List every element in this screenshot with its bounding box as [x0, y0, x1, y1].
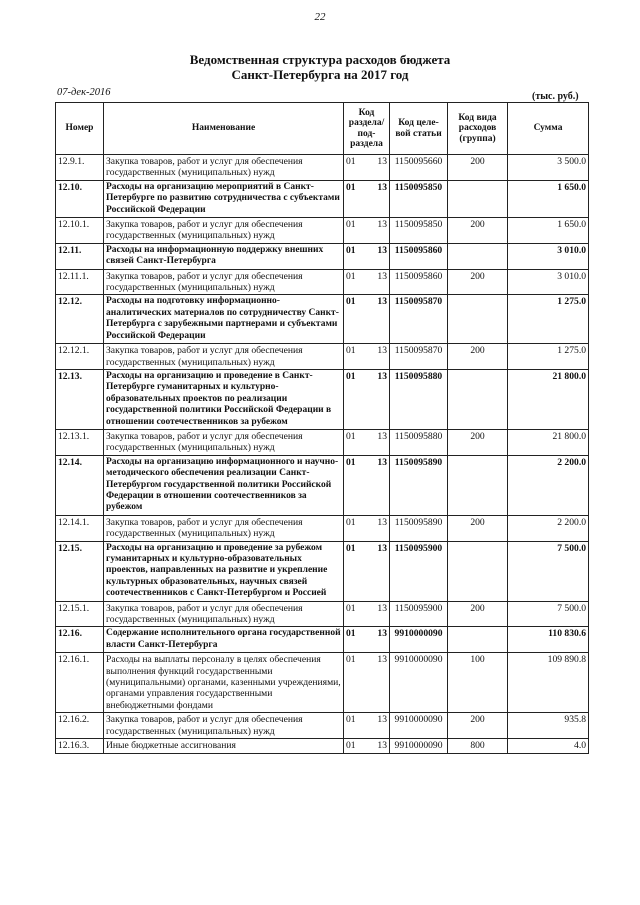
row-number: 12.13. — [56, 369, 104, 429]
row-number: 12.16.2. — [56, 713, 104, 739]
row-section-code: 01 — [344, 541, 371, 601]
table-row — [56, 369, 589, 429]
title-line-1: Ведомственная структура расходов бюджета — [189, 52, 451, 67]
row-amount: 4.0 — [508, 739, 589, 753]
table-row — [56, 155, 589, 181]
row-subsection-code: 13 — [371, 713, 390, 739]
row-expense-type: 200 — [448, 344, 508, 370]
row-name: Расходы на информационную поддержку внешних связей Санкт-Петербурга — [104, 243, 344, 269]
row-target-code: 9910000090 — [390, 713, 448, 739]
row-target-code: 1150095850 — [390, 180, 448, 217]
row-subsection-code: 13 — [371, 369, 390, 429]
document-title — [0, 52, 640, 82]
table-row — [56, 515, 589, 541]
row-amount: 110 830.6 — [508, 627, 589, 653]
row-target-code: 1150095890 — [390, 515, 448, 541]
row-subsection-code: 13 — [371, 739, 390, 753]
row-name: Иные бюджетные ассигнования — [104, 739, 344, 753]
row-number: 12.16.1. — [56, 653, 104, 713]
row-target-code: 1150095900 — [390, 541, 448, 601]
row-section-code: 01 — [344, 369, 371, 429]
row-section-code: 01 — [344, 218, 371, 244]
header-target: Код целе-вой статьи — [390, 103, 448, 155]
header-number: Номер — [56, 103, 104, 155]
row-target-code: 9910000090 — [390, 627, 448, 653]
title-line-2: Санкт-Петербурга на 2017 год — [231, 67, 409, 82]
row-subsection-code: 13 — [371, 601, 390, 627]
row-expense-type: 200 — [448, 429, 508, 455]
row-number: 12.14.1. — [56, 515, 104, 541]
row-number: 12.14. — [56, 455, 104, 515]
table-row — [56, 180, 589, 217]
row-name: Закупка товаров, работ и услуг для обеспечения государственных (муниципальных) нужд — [104, 218, 344, 244]
row-amount: 7 500.0 — [508, 601, 589, 627]
table-header-row — [56, 103, 589, 155]
row-section-code: 01 — [344, 713, 371, 739]
row-amount: 1 650.0 — [508, 180, 589, 217]
row-number: 12.11.1. — [56, 269, 104, 295]
row-name: Закупка товаров, работ и услуг для обеспечения государственных (муниципальных) нужд — [104, 429, 344, 455]
row-number: 12.16.3. — [56, 739, 104, 753]
row-name: Закупка товаров, работ и услуг для обеспечения государственных (муниципальных) нужд — [104, 155, 344, 181]
row-expense-type — [448, 295, 508, 344]
row-section-code: 01 — [344, 243, 371, 269]
page-number: 22 — [314, 11, 326, 23]
row-number: 12.10.1. — [56, 218, 104, 244]
row-amount: 3 010.0 — [508, 243, 589, 269]
row-section-code: 01 — [344, 295, 371, 344]
row-subsection-code: 13 — [371, 295, 390, 344]
row-subsection-code: 13 — [371, 218, 390, 244]
row-name: Расходы на организацию мероприятий в Санкт-Петербурге по развитию сотрудничества с субъектами Российской Федерации — [104, 180, 344, 217]
table-row — [56, 218, 589, 244]
header-name: Наименование — [104, 103, 344, 155]
row-amount: 7 500.0 — [508, 541, 589, 601]
row-number: 12.9.1. — [56, 155, 104, 181]
row-section-code: 01 — [344, 180, 371, 217]
row-section-code: 01 — [344, 653, 371, 713]
row-section-code: 01 — [344, 269, 371, 295]
row-target-code: 1150095880 — [390, 369, 448, 429]
row-amount: 935.8 — [508, 713, 589, 739]
row-name: Закупка товаров, работ и услуг для обеспечения государственных (муниципальных) нужд — [104, 515, 344, 541]
row-amount: 1 650.0 — [508, 218, 589, 244]
budget-table — [55, 102, 589, 754]
table-row — [56, 739, 589, 753]
row-expense-type: 200 — [448, 269, 508, 295]
row-amount: 3 010.0 — [508, 269, 589, 295]
row-name: Закупка товаров, работ и услуг для обеспечения государственных (муниципальных) нужд — [104, 344, 344, 370]
row-target-code: 1150095860 — [390, 243, 448, 269]
row-number: 12.10. — [56, 180, 104, 217]
row-target-code: 9910000090 — [390, 653, 448, 713]
row-target-code: 1150095660 — [390, 155, 448, 181]
row-section-code: 01 — [344, 455, 371, 515]
row-target-code: 1150095870 — [390, 295, 448, 344]
row-target-code: 1150095880 — [390, 429, 448, 455]
row-target-code: 9910000090 — [390, 739, 448, 753]
row-expense-type: 100 — [448, 653, 508, 713]
row-section-code: 01 — [344, 344, 371, 370]
row-number: 12.15. — [56, 541, 104, 601]
row-number: 12.12. — [56, 295, 104, 344]
row-amount: 3 500.0 — [508, 155, 589, 181]
row-expense-type — [448, 541, 508, 601]
row-name: Расходы на организацию информационного и научно-методического обеспечения реализации Санкт-Петербургом государственной политики Российской Федерации в отношении соотечественников за рубежом — [104, 455, 344, 515]
row-subsection-code: 13 — [371, 155, 390, 181]
row-expense-type: 200 — [448, 713, 508, 739]
row-subsection-code: 13 — [371, 269, 390, 295]
row-subsection-code: 13 — [371, 455, 390, 515]
table-row — [56, 243, 589, 269]
row-expense-type — [448, 180, 508, 217]
row-number: 12.13.1. — [56, 429, 104, 455]
row-subsection-code: 13 — [371, 515, 390, 541]
table-row — [56, 455, 589, 515]
row-section-code: 01 — [344, 429, 371, 455]
row-section-code: 01 — [344, 601, 371, 627]
table-row — [56, 541, 589, 601]
table-row — [56, 344, 589, 370]
table-row — [56, 627, 589, 653]
row-section-code: 01 — [344, 739, 371, 753]
row-subsection-code: 13 — [371, 429, 390, 455]
row-name: Закупка товаров, работ и услуг для обеспечения государственных (муниципальных) нужд — [104, 713, 344, 739]
row-subsection-code: 13 — [371, 627, 390, 653]
row-target-code: 1150095900 — [390, 601, 448, 627]
table-row — [56, 269, 589, 295]
row-number: 12.12.1. — [56, 344, 104, 370]
row-amount: 21 800.0 — [508, 429, 589, 455]
row-number: 12.16. — [56, 627, 104, 653]
table-body — [56, 155, 589, 754]
row-section-code: 01 — [344, 155, 371, 181]
row-section-code: 01 — [344, 515, 371, 541]
units-label: (тыс. руб.) — [532, 91, 579, 102]
row-subsection-code: 13 — [371, 541, 390, 601]
table-row — [56, 429, 589, 455]
row-expense-type: 200 — [448, 218, 508, 244]
row-target-code: 1150095890 — [390, 455, 448, 515]
row-subsection-code: 13 — [371, 180, 390, 217]
document-date: 07-дек-2016 — [57, 87, 111, 98]
row-target-code: 1150095860 — [390, 269, 448, 295]
row-name: Расходы на выплаты персоналу в целях обеспечения выполнения функций государственными (муниципальными) органами, казенными учреждениями, органами управления государственными внебюджетными фондами — [104, 653, 344, 713]
row-section-code: 01 — [344, 627, 371, 653]
row-amount: 1 275.0 — [508, 295, 589, 344]
row-subsection-code: 13 — [371, 653, 390, 713]
row-expense-type — [448, 243, 508, 269]
table-row — [56, 601, 589, 627]
header-section: Код раздела/ под-раздела — [344, 103, 390, 155]
row-name: Закупка товаров, работ и услуг для обеспечения государственных (муниципальных) нужд — [104, 601, 344, 627]
header-amount: Сумма — [508, 103, 589, 155]
header-expense-type: Код вида расходов (группа) — [448, 103, 508, 155]
row-expense-type — [448, 369, 508, 429]
row-subsection-code: 13 — [371, 243, 390, 269]
row-name: Расходы на подготовку информационно-аналитических материалов по сотрудничеству Санкт-Петербурга с зарубежными партнерами и субъектами Российской Федерации — [104, 295, 344, 344]
row-name: Содержание исполнительного органа государственной власти Санкт-Петербурга — [104, 627, 344, 653]
row-target-code: 1150095870 — [390, 344, 448, 370]
table-row — [56, 295, 589, 344]
row-amount: 2 200.0 — [508, 455, 589, 515]
row-amount: 21 800.0 — [508, 369, 589, 429]
row-expense-type — [448, 627, 508, 653]
row-name: Расходы на организацию и проведение в Санкт-Петербурге гуманитарных и культурно-образовательных проектов по реализации государственной политики Российской Федерации в отношении соотечественников за рубежом — [104, 369, 344, 429]
row-target-code: 1150095850 — [390, 218, 448, 244]
table-row — [56, 713, 589, 739]
row-amount: 2 200.0 — [508, 515, 589, 541]
row-expense-type — [448, 455, 508, 515]
row-number: 12.15.1. — [56, 601, 104, 627]
row-name: Закупка товаров, работ и услуг для обеспечения государственных (муниципальных) нужд — [104, 269, 344, 295]
row-expense-type: 200 — [448, 155, 508, 181]
row-expense-type: 800 — [448, 739, 508, 753]
row-amount: 109 890.8 — [508, 653, 589, 713]
row-amount: 1 275.0 — [508, 344, 589, 370]
row-subsection-code: 13 — [371, 344, 390, 370]
row-expense-type: 200 — [448, 515, 508, 541]
table-row — [56, 653, 589, 713]
row-expense-type: 200 — [448, 601, 508, 627]
row-number: 12.11. — [56, 243, 104, 269]
row-name: Расходы на организацию и проведение за рубежом гуманитарных и культурно-образовательных проектов, направленных на развитие и укрепление культурных образовательных, научных связей соотечественников с Санкт-Петербургом и Россией — [104, 541, 344, 601]
